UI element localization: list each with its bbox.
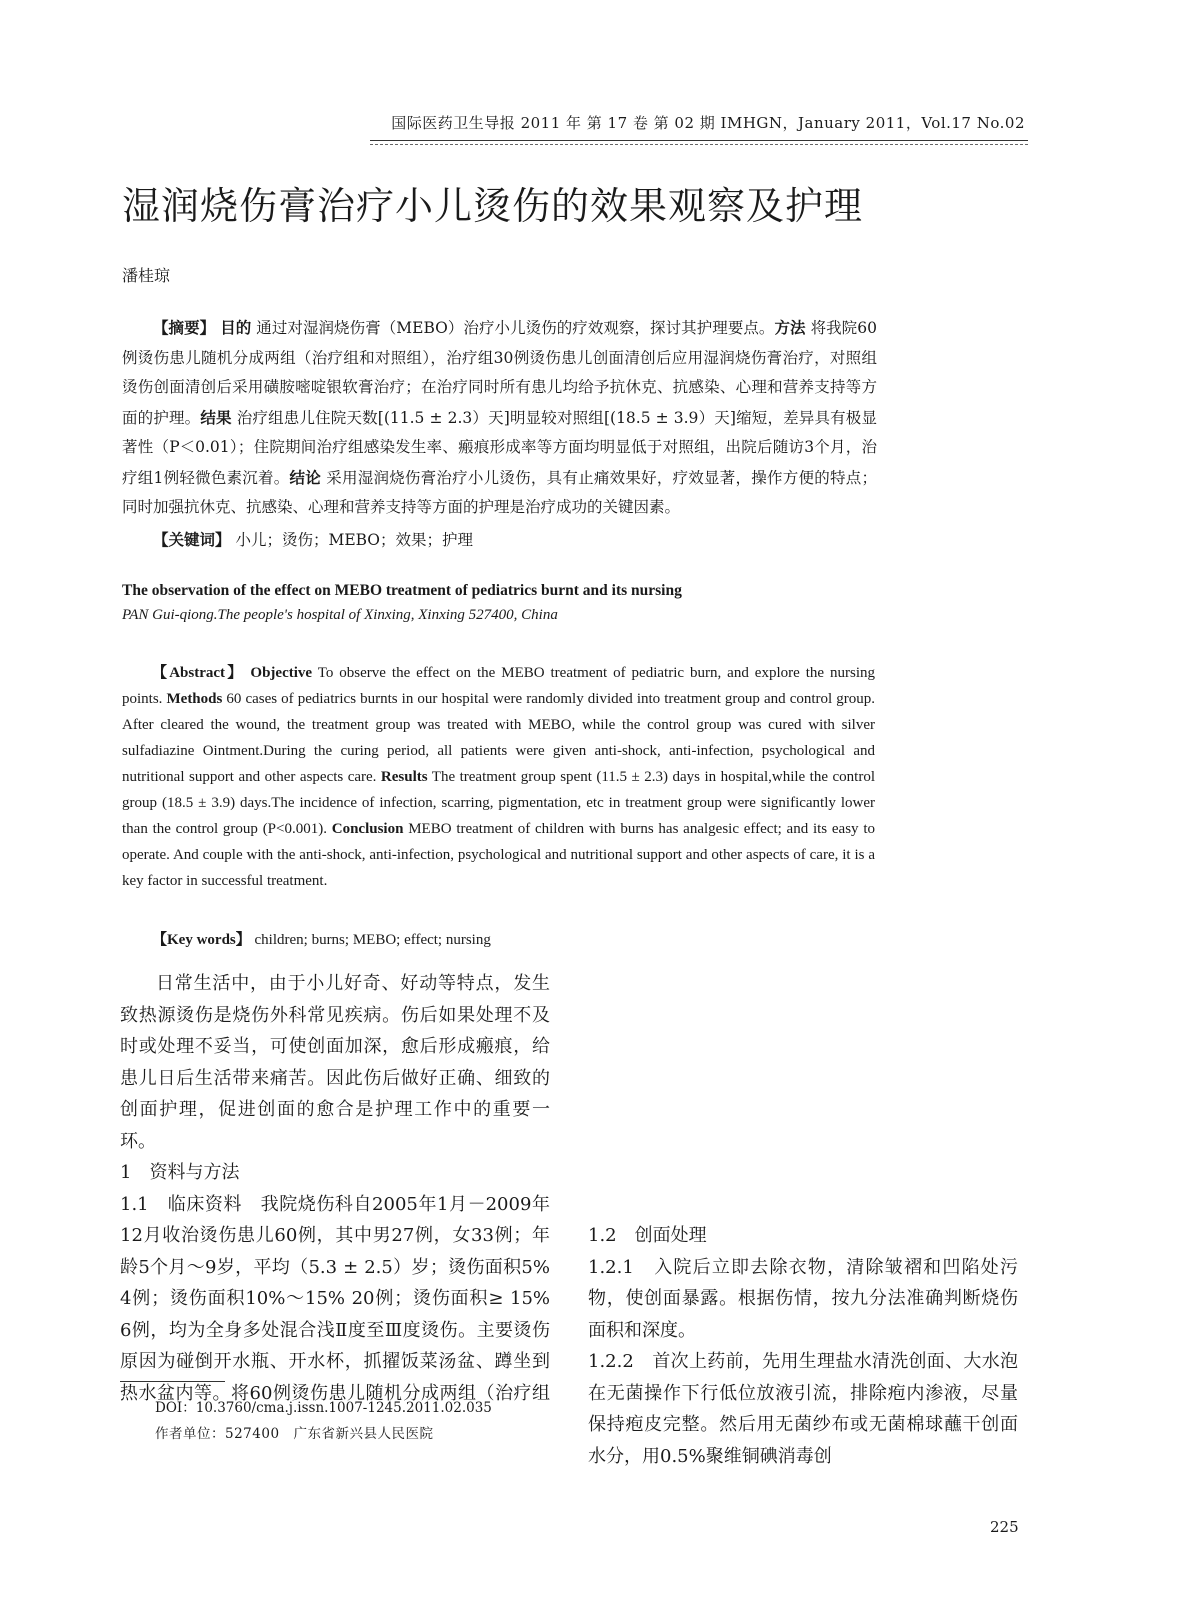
paper-title: 湿润烧伤膏治疗小儿烫伤的效果观察及护理 (122, 184, 864, 228)
section-heading-1-2: 1.2 创面处理 (588, 1225, 707, 1246)
objective-label-en: Objective (250, 665, 313, 681)
keywords-text-en: children; burns; MEBO; effect; nursing (250, 932, 491, 948)
conclusion-text: 采用湿润烧伤膏治疗小儿烫伤，具有止痛效果好，疗效显著，操作方便的特点；同时加强抗休克、抗感染、心理和营养支持等方面的护理是治疗成功的关键因素。 (122, 468, 877, 516)
conclusion-label: 结论 (289, 467, 322, 487)
paragraph-1-2-1: 1.2.1 入院后立即去除衣物，清除皱褶和凹陷处污物，使创面暴露。根据伤情，按九分法准确判断烧伤面积和深度。 (588, 1256, 1018, 1341)
running-header: 国际医药卫生导报 2011 年 第 17 卷 第 02 期 IMHGN，January 2011，Vol.17 No.02 (391, 114, 1025, 132)
result-label: 结果 (200, 407, 232, 427)
keywords-label: 【关键词】 (153, 530, 231, 549)
english-abstract (122, 660, 875, 894)
footnote-rule (120, 1381, 225, 1382)
result-text: 治疗组患儿住院天数[(11.5 ± 2.3）天]明显较对照组[(18.5 ± 3.9）天]缩短，差异具有极显著性（P＜0.01）；住院期间治疗组感染发生率、瘢痕形成率等方面均明显低于对照组，出院后随访3个月，治疗组1例轻微色素沉着。 (122, 408, 877, 487)
english-title: The observation of the effect on MEBO treatment of pediatrics burnt and its nursing (122, 582, 682, 599)
author: 潘桂琼 (122, 266, 171, 285)
english-keywords (122, 928, 875, 949)
objective-label: 目的 (220, 318, 252, 337)
english-affiliation: PAN Gui-qiong.The people's hospital of Xinxing, Xinxing 527400, China (122, 607, 558, 623)
page-number: 225 (990, 1518, 1019, 1536)
method-label: 方法 (774, 318, 806, 337)
keywords-label-en: 【Key words】 (152, 932, 251, 948)
abstract-label-en: 【Abstract】 (152, 665, 245, 681)
methods-text-en: 60 cases of pediatrics burnts in our hospital were randomly divided into treatment group and control group. After cleared the wound, the treatment group was treated with MEBO, while the control group was cured with silver sulfadiazine Ointment.During the curing period, all patients were given anti-shock, anti-infection, psychological and nutritional support and other aspects care. (122, 691, 875, 785)
header-rule (370, 140, 1028, 141)
results-text-en: The treatment group spent (11.5 ± 2.3) days in hospital,while the control group (18.5 ± 3.9) days.The incidence of infection, scarring, pigmentation, etc in treatment group were significantly lower than the control group (P<0.001). (122, 769, 875, 837)
paragraph-1-1: 1.1 临床资料 我院烧伤科自2005年1月－2009年12月收治烫伤患儿60例，其中男27例，女33例；年龄5个月～9岁，平均（5.3 ± 2.5）岁；烫伤面积5% 4例；烫伤面积10%～15% 20例；烫伤面积≥ 15% 6例，均为全身多处混合浅Ⅱ度至Ⅲ度烫伤。主要烫伤原因为碰倒开水瓶、开水杯，抓擢饭菜汤盆、蹲坐到热水盆内等。将60例烫伤患儿随机分成两组（治疗组 (120, 1193, 550, 1404)
conclusion-text-en: MEBO treatment of children with burns has analgesic effect; and its easy to operate. And couple with the anti-shock, anti-infection, psychological and nutritional support and other aspects of care, it is a key factor in successful treatment. (122, 821, 875, 889)
abstract-label: 【摘要】 (153, 318, 216, 337)
objective-text-en: To observe the effect on the MEBO treatment of pediatric burn, and explore the nursing points. (122, 665, 876, 707)
conclusion-label-en: Conclusion (331, 821, 404, 837)
header-rule-dashed (370, 144, 1028, 145)
chinese-keywords (122, 528, 877, 550)
body-column-left (120, 968, 550, 1409)
keywords-text: 小儿；烫伤；MEBO；效果；护理 (230, 531, 474, 549)
methods-label-en: Methods (166, 691, 223, 707)
footnote-doi: DOI：10.3760/cma.j.issn.1007-1245.2011.02.035 (155, 1400, 492, 1416)
results-label-en: Results (380, 769, 428, 785)
objective-text: 通过对湿润烧伤膏（MEBO）治疗小儿烫伤的疗效观察，探讨其护理要点。 (251, 319, 775, 337)
intro-paragraph: 日常生活中，由于小儿好奇、好动等特点，发生致热源烫伤是烧伤外科常见疾病。伤后如果处理不及时或处理不妥当，可使创面加深，愈后形成瘢痕，给患儿日后生活带来痛苦。因此伤后做好正确、细致的创面护理，促进创面的愈合是护理工作中的重要一环。 (120, 973, 550, 1152)
method-text: 将我院60例烫伤患儿随机分成两组（治疗组和对照组），治疗组30例烫伤患儿创面清创后应用湿润烧伤膏治疗，对照组烫伤创面清创后采用磺胺嘧啶银软膏治疗；在治疗同时所有患儿均给予抗休克、抗感染、心理和营养支持等方面的护理。 (122, 319, 877, 427)
paragraph-1-2-2: 1.2.2 首次上药前，先用生理盐水清洗创面、大水泡在无菌操作下行低位放液引流，排除疱内渗液，尽量保持疱皮完整。然后用无菌纱布或无菌棉球蘸干创面水分，用0.5%聚维铜碘消毒创 (588, 1351, 1018, 1467)
section-heading-1: 1 资料与方法 (120, 1162, 240, 1183)
footnote-affiliation: 作者单位：527400 广东省新兴县人民医院 (155, 1426, 434, 1442)
body-column-right (588, 968, 1018, 1472)
chinese-abstract (122, 313, 877, 523)
